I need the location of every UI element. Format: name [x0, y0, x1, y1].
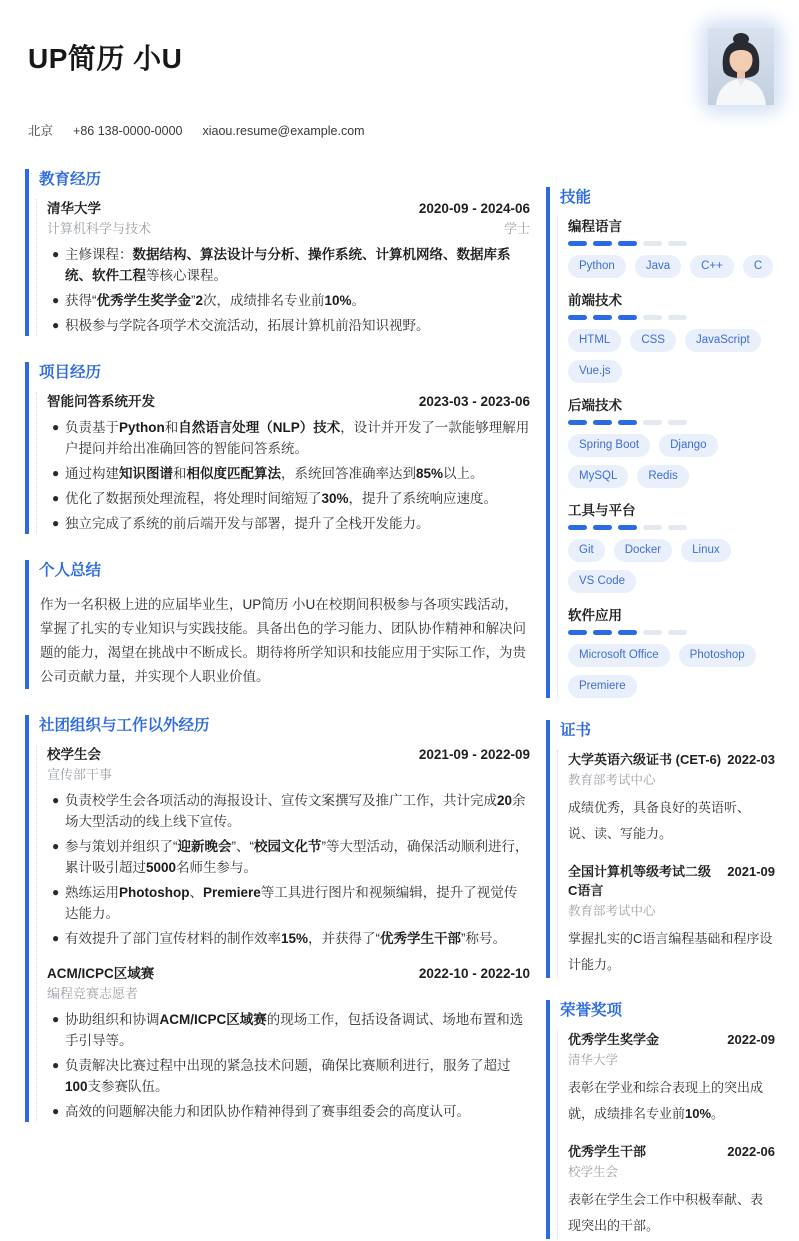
bullet-item: [47, 882, 530, 924]
text-run: 次，成绩排名专业前: [203, 293, 325, 308]
certificate-date: 2022-03: [727, 752, 775, 767]
rating-segment: [568, 630, 587, 635]
text-run: 知识图谱: [119, 466, 173, 481]
rating-segment: [593, 525, 612, 530]
text-run: 30%: [321, 491, 349, 506]
text-run: 。: [351, 293, 366, 308]
rating-segment: [568, 315, 587, 320]
rating-segment: [593, 420, 612, 425]
left-column: [25, 169, 530, 1122]
award-description: [568, 1187, 775, 1239]
bullet-marker: ●: [52, 466, 60, 480]
bullet-item: [47, 836, 530, 878]
rating-segment: [568, 525, 587, 530]
skill-rating: [568, 241, 775, 246]
rating-segment: [618, 630, 637, 635]
skill-tag: HTML: [568, 329, 621, 352]
education-body: [36, 199, 530, 336]
certificates-body: [557, 750, 775, 978]
rating-segment: [568, 241, 587, 246]
skill-group-name: 编程语言: [568, 219, 622, 234]
skill-tag: CSS: [630, 329, 676, 352]
text-run: 熟练运用: [65, 885, 119, 900]
skill-rating: [568, 420, 775, 425]
skill-tag: Python: [568, 255, 626, 278]
skill-group-name: 软件应用: [568, 608, 622, 623]
text-run: 和: [164, 420, 179, 435]
text-run: Python: [119, 420, 165, 435]
bullet-marker: ●: [52, 491, 60, 505]
skill-tag: C: [743, 255, 773, 278]
rating-segment: [618, 420, 637, 425]
education-date: 2020-09 - 2024-06: [418, 201, 530, 216]
award-name: 优秀学生奖学金: [568, 1032, 660, 1047]
rating-segment: [643, 525, 662, 530]
activities-body: [36, 745, 530, 1122]
text-run: 高效的问题解决能力和团队协作精神得到了赛事组委会的高度认可。: [65, 1104, 470, 1119]
project-bullets: [47, 417, 530, 534]
bullet-item: [47, 1009, 530, 1051]
text-run: 自然语言处理（NLP）技术: [178, 420, 341, 435]
bullet-text: [65, 836, 530, 878]
bullet-marker: ●: [52, 839, 60, 853]
skill-tag: VS Code: [568, 570, 636, 593]
skill-group-name: 后端技术: [568, 398, 622, 413]
skill-tags: [568, 539, 775, 593]
bullet-marker: ●: [52, 931, 60, 945]
text-run: 表彰在学业和综合表现上的突出成就，成绩排名专业前: [568, 1080, 764, 1121]
skill-tag: JavaScript: [685, 329, 761, 352]
text-run: 余场大型活动的线上线下宣传。: [65, 793, 526, 829]
bullet-marker: ●: [52, 793, 60, 807]
skill-rating: [568, 315, 775, 320]
award-issuer: 校学生会: [568, 1165, 619, 1179]
rating-segment: [618, 241, 637, 246]
contact-phone: +86 138-0000-0000: [73, 124, 183, 138]
text-run: 15%: [281, 931, 309, 946]
text-run: Photoshop: [119, 885, 190, 900]
right-column: [546, 169, 775, 1241]
bullet-marker: ●: [52, 420, 60, 434]
skill-tag: Java: [635, 255, 681, 278]
rating-segment: [568, 420, 587, 425]
rating-segment: [643, 315, 662, 320]
bullet-item: [47, 790, 530, 832]
text-run: 积极参与学院各项学术交流活动，拓展计算机前沿知识视野。: [65, 318, 430, 333]
section-certificates: [546, 720, 775, 978]
section-summary: [25, 560, 530, 689]
bullet-text: [65, 928, 506, 949]
bullet-text: [65, 290, 365, 311]
skill-tag: Microsoft Office: [568, 644, 670, 667]
degree-name: 学士: [503, 221, 530, 236]
text-run: 等工具进行图片和视频编辑，提升了视觉传达能力。: [65, 885, 518, 921]
text-run: ”、“: [231, 839, 254, 854]
skill-tags: [568, 329, 775, 383]
text-run: 优化了数据预处理流程，将处理时间缩短了: [65, 491, 322, 506]
rating-segment: [618, 315, 637, 320]
rating-segment: [593, 630, 612, 635]
projects-section-title: 项目经历: [39, 364, 102, 381]
rating-segment: [643, 420, 662, 425]
section-skills: [546, 187, 775, 698]
text-run: ，并获得了“: [308, 931, 381, 946]
skill-tag: C++: [690, 255, 734, 278]
skill-tags: [568, 255, 775, 278]
summary-section-title: 个人总结: [39, 562, 102, 579]
skill-group-backend: [568, 396, 775, 488]
contact-email: xiaou.resume@example.com: [202, 124, 365, 138]
skill-group-programming-languages: [568, 217, 775, 278]
bullet-item: [47, 1055, 530, 1097]
skills-section-title: 技能: [560, 189, 592, 206]
bullet-text: [65, 463, 484, 484]
skill-tags: [568, 434, 775, 488]
bullet-marker: ●: [52, 318, 60, 332]
skill-tags: [568, 644, 775, 698]
bullet-text: [65, 790, 530, 832]
skill-tag: Vue.js: [568, 360, 622, 383]
bullet-item: [47, 244, 530, 286]
text-run: ，提升了系统响应速度。: [348, 491, 498, 506]
text-run: 优秀学生奖学金: [96, 293, 191, 308]
text-run: 2: [195, 293, 204, 308]
text-run: ，系统回答准确率达到: [281, 466, 416, 481]
bullet-text: [65, 488, 497, 509]
text-run: 。: [711, 1106, 725, 1121]
skill-tag: Linux: [681, 539, 731, 562]
bullet-item: [47, 513, 530, 534]
education-entry: [47, 199, 530, 336]
skill-rating: [568, 525, 775, 530]
content-columns: [0, 169, 799, 1241]
award-date: 2022-09: [727, 1032, 775, 1047]
profile-photo: [708, 28, 774, 105]
certificates-section-title: 证书: [560, 722, 592, 739]
activity-date: 2021-09 - 2022-09: [418, 747, 530, 762]
activity-bullets: [47, 1009, 530, 1122]
text-run: 数据结构、算法设计与分析、操作系统、计算机网络、数据库系统、软件工程: [65, 247, 511, 283]
projects-body: [36, 392, 530, 534]
text-run: 和: [173, 466, 187, 481]
skill-tag: Premiere: [568, 675, 637, 698]
text-run: ”: [191, 293, 196, 308]
organization-name: 校学生会: [47, 747, 101, 762]
text-run: ACM/ICPC区域赛: [159, 1012, 267, 1027]
certificate-item-ncre2-c: [568, 862, 775, 978]
text-run: 表彰在学生会工作中积极奉献、表现突出的干部。: [568, 1192, 764, 1233]
bullet-item: [47, 488, 530, 509]
text-run: 以上。: [443, 466, 484, 481]
text-run: 有效提升了部门宣传材料的制作效率: [65, 931, 281, 946]
role-name: 宣传部干事: [47, 767, 113, 782]
certificate-name: 大学英语六级证书 (CET-6): [568, 752, 722, 767]
bullet-marker: ●: [52, 885, 60, 899]
text-run: 负责基于: [65, 420, 119, 435]
certificate-issuer: 教育部考试中心: [568, 904, 656, 918]
profile-photo-illustration: [708, 28, 774, 105]
education-section-title: 教育经历: [39, 171, 102, 188]
rating-segment: [668, 630, 687, 635]
skill-rating: [568, 630, 775, 635]
bullet-text: [65, 417, 530, 459]
skill-tag: Photoshop: [679, 644, 756, 667]
bullet-text: [65, 1009, 530, 1051]
bullet-text: [65, 1055, 530, 1097]
rating-segment: [668, 420, 687, 425]
rating-segment: [593, 315, 612, 320]
text-run: 的现场工作，包括设备调试、场地布置和选手引导等。: [65, 1012, 524, 1048]
activity-entry-acm-icpc: [47, 964, 530, 1122]
bullet-item: [47, 290, 530, 311]
certificate-item-cet6: [568, 750, 775, 847]
bullet-marker: ●: [52, 1012, 60, 1026]
skill-tag: Git: [568, 539, 605, 562]
bullet-item: [47, 1101, 530, 1122]
bullet-text: [65, 315, 430, 336]
skill-group-name: 工具与平台: [568, 503, 636, 518]
skill-group-tools-platforms: [568, 501, 775, 593]
page-title: UP简历 小U: [28, 43, 183, 74]
contact-row: [28, 123, 775, 139]
bullet-item: [47, 463, 530, 484]
text-run: ”称号。: [461, 931, 507, 946]
text-run: 负责解决比赛过程中出现的紧急技术问题，确保比赛顺利进行，服务了超过: [65, 1058, 511, 1073]
text-run: 支参赛队伍。: [87, 1079, 169, 1094]
contact-city: 北京: [28, 124, 54, 138]
award-item-scholarship: [568, 1030, 775, 1127]
summary-text: 作为一名积极上进的应届毕业生，UP简历 小U在校期间积极参与各项实践活动，掌握了扎实的专业知识与实践技能。具备出色的学习能力、团队协作精神和解决问题的能力，渴望在挑战中不断成长。期待将所学知识和技能应用于实际工作，为贵公司贡献力量，并实现个人职业价值。: [40, 597, 526, 684]
major-name: 计算机科学与技术: [47, 221, 152, 236]
award-description: [568, 1075, 775, 1127]
section-projects: [25, 362, 530, 534]
skill-tag: Docker: [614, 539, 672, 562]
text-run: 10%: [324, 293, 352, 308]
activity-entry-student-union: [47, 745, 530, 949]
skill-group-frontend: [568, 291, 775, 383]
skill-tag: Spring Boot: [568, 434, 650, 457]
text-run: ，设计并开发了一款能够理解用户提问并给出准确回答的智能问答系统。: [65, 420, 530, 456]
section-activities: [25, 715, 530, 1122]
bullet-marker: ●: [52, 293, 60, 307]
education-bullets: [47, 244, 530, 336]
text-run: 相似度匹配算法: [186, 466, 281, 481]
skill-group-software: [568, 606, 775, 698]
award-date: 2022-06: [727, 1144, 775, 1159]
project-date: 2023-03 - 2023-06: [418, 394, 530, 409]
rating-segment: [668, 525, 687, 530]
text-run: 获得“: [65, 293, 97, 308]
awards-section-title: 荣誉奖项: [560, 1002, 623, 1019]
activity-date: 2022-10 - 2022-10: [418, 966, 530, 981]
activity-bullets: [47, 790, 530, 949]
text-run: 100: [65, 1079, 88, 1094]
skill-group-name: 前端技术: [568, 293, 622, 308]
rating-segment: [643, 630, 662, 635]
header: [0, 0, 799, 139]
bullet-marker: ●: [52, 1058, 60, 1072]
text-run: 校园文化节: [254, 839, 322, 854]
school-name: 清华大学: [47, 201, 101, 216]
rating-segment: [668, 315, 687, 320]
text-run: 独立完成了系统的前后端开发与部署，提升了全栈开发能力。: [65, 516, 430, 531]
section-awards: [546, 1000, 775, 1239]
organization-name: ACM/ICPC区域赛: [47, 966, 155, 981]
bullet-marker: ●: [52, 247, 60, 261]
bullet-text: [65, 1101, 470, 1122]
rating-segment: [668, 241, 687, 246]
text-run: 、: [189, 885, 203, 900]
bullet-text: [65, 882, 530, 924]
bullet-marker: ●: [52, 1104, 60, 1118]
bullet-text: [65, 244, 530, 286]
award-name: 优秀学生干部: [568, 1144, 647, 1159]
text-run: 85%: [416, 466, 444, 481]
bullet-item: [47, 417, 530, 459]
project-entry: [47, 392, 530, 534]
bullet-item: [47, 928, 530, 949]
certificate-issuer: 教育部考试中心: [568, 773, 656, 787]
text-run: 5000: [146, 860, 177, 875]
text-run: 负责校学生会各项活动的海报设计、宣传文案撰写及推广工作，共计完成: [65, 793, 497, 808]
text-run: 优秀学生干部: [380, 931, 462, 946]
certificate-description: 掌握扎实的C语言编程基础和程序设计能力。: [568, 931, 773, 972]
award-item-outstanding-cadre: [568, 1142, 775, 1239]
text-run: 通过构建: [65, 466, 119, 481]
text-run: 等核心课程。: [146, 268, 227, 283]
text-run: 参与策划并组织了“: [65, 839, 178, 854]
certificate-description: 成绩优秀，具备良好的英语听、说、读、写能力。: [568, 800, 751, 841]
rating-segment: [618, 525, 637, 530]
section-education: [25, 169, 530, 336]
role-name: 编程竞赛志愿者: [47, 986, 139, 1001]
bullet-marker: ●: [52, 516, 60, 530]
skill-tag: Django: [659, 434, 717, 457]
awards-body: [557, 1030, 775, 1239]
activities-section-title: 社团组织与工作以外经历: [39, 717, 210, 734]
text-run: 20: [497, 793, 513, 808]
rating-segment: [593, 241, 612, 246]
text-run: 10%: [685, 1106, 712, 1121]
text-run: 名师生参与。: [176, 860, 258, 875]
bullet-text: [65, 513, 430, 534]
skill-tag: Redis: [637, 465, 688, 488]
text-run: Premiere: [203, 885, 261, 900]
rating-segment: [643, 241, 662, 246]
certificate-date: 2021-09: [727, 864, 775, 879]
text-run: ”等大型活动，确保活动顺利进行，累计吸引超过: [65, 839, 529, 875]
text-run: 主修课程：: [65, 247, 133, 262]
project-name: 智能问答系统开发: [47, 394, 155, 409]
text-run: 迎新晚会: [177, 839, 232, 854]
text-run: 协助组织和协调: [65, 1012, 160, 1027]
certificate-name: 全国计算机等级考试二级 C语言: [568, 864, 712, 898]
skills-body: [557, 217, 775, 698]
bullet-item: [47, 315, 530, 336]
award-issuer: 清华大学: [568, 1053, 619, 1067]
skill-tag: MySQL: [568, 465, 628, 488]
